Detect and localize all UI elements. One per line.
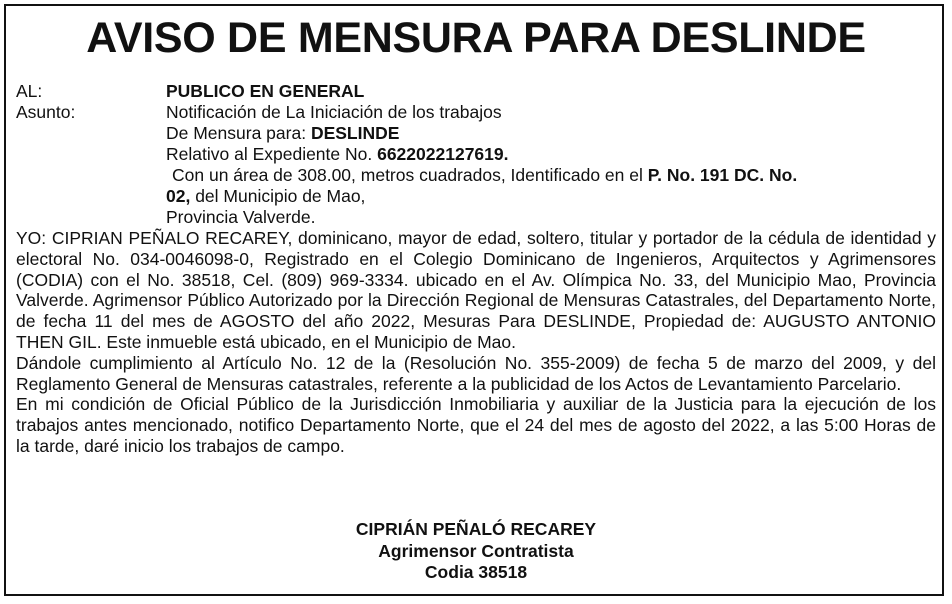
signer-codia: Codia 38518 xyxy=(424,562,528,582)
body-paragraph-1: YO: CIPRIAN PEÑALO RECAREY, dominicano, mayor de edad, soltero, titular y portador de la cédula de identidad y electoral No. 034-0046098-0, Registrado en el Colegio Dominicano de Ingenieros, Arquitectos y Agrimensores (CODIA) con el No. 38518, Cel. (809) 969-3334. ubicado en el Av. Olímpica No. 33, del Municipio Mao, Provincia Valverde. Agrimensor Público Autorizado por la Dirección Regional de Mensuras Catastrales, del Departamento Norte, de fecha 11 del mes de AGOSTO del año 2022, Mesuras Para DESLINDE, Propiedad de: AUGUSTO ANTONIO THEN GIL. Este inmueble está ubicado, en el Municipio de Mao. xyxy=(16,228,936,352)
al-value: PUBLICO EN GENERAL xyxy=(166,81,365,101)
asunto-line-4 xyxy=(16,165,936,186)
asunto-line-2 xyxy=(16,123,936,144)
asunto-line-3 xyxy=(16,144,936,165)
body-paragraph-3: En mi condición de Oficial Público de la Jurisdicción Inmobiliaria y auxiliar de la Justicia para la ejecución de los trabajos antes mencionado, notifico Departamento Norte, que el 24 del mes de agosto del 2022, a las 5:00 Horas de la tarde, daré inicio los trabajos de campo. xyxy=(16,394,936,456)
asunto-line-1: Notificación de La Iniciación de los trabajos xyxy=(166,102,502,122)
notice-title: AVISO DE MENSURA PARA DESLINDE xyxy=(86,14,866,62)
expediente-label: Relativo al Expediente No. xyxy=(166,144,378,164)
body-paragraph-2: Dándole cumplimiento al Artículo No. 12 de la (Resolución No. 355-2009) de fecha 5 de marzo del 2009, y del Reglamento General de Mensuras catastrales, referente a la publicidad de los Actos de Levantamiento Parcelario. xyxy=(16,352,936,394)
header-row-al xyxy=(16,81,936,102)
parcel-number-cont: 02, xyxy=(166,186,191,206)
parcel-number: P. No. 191 DC. No. xyxy=(647,165,798,185)
notice-body xyxy=(16,228,936,457)
header-row-asunto xyxy=(16,102,936,123)
asunto-line-5 xyxy=(16,186,936,207)
municipio-text: del Municipio de Mao, xyxy=(190,186,366,206)
signature-block xyxy=(0,519,952,584)
asunto-line-6 xyxy=(16,207,936,228)
mensura-type: DESLINDE xyxy=(310,123,400,143)
al-label: AL: xyxy=(16,81,43,101)
asunto-label: Asunto: xyxy=(16,102,76,122)
signer-name: CIPRIÁN PEÑALÓ RECAREY xyxy=(355,519,597,539)
notice-header xyxy=(16,81,936,228)
area-text: Con un área de 308.00, metros cuadrados, Identificado en el xyxy=(172,165,648,185)
mensura-label: De Mensura para: xyxy=(166,123,311,143)
provincia-text: Provincia Valverde. xyxy=(166,207,316,227)
signer-role: Agrimensor Contratista xyxy=(378,540,574,561)
expediente-number: 6622022127619. xyxy=(377,144,509,164)
